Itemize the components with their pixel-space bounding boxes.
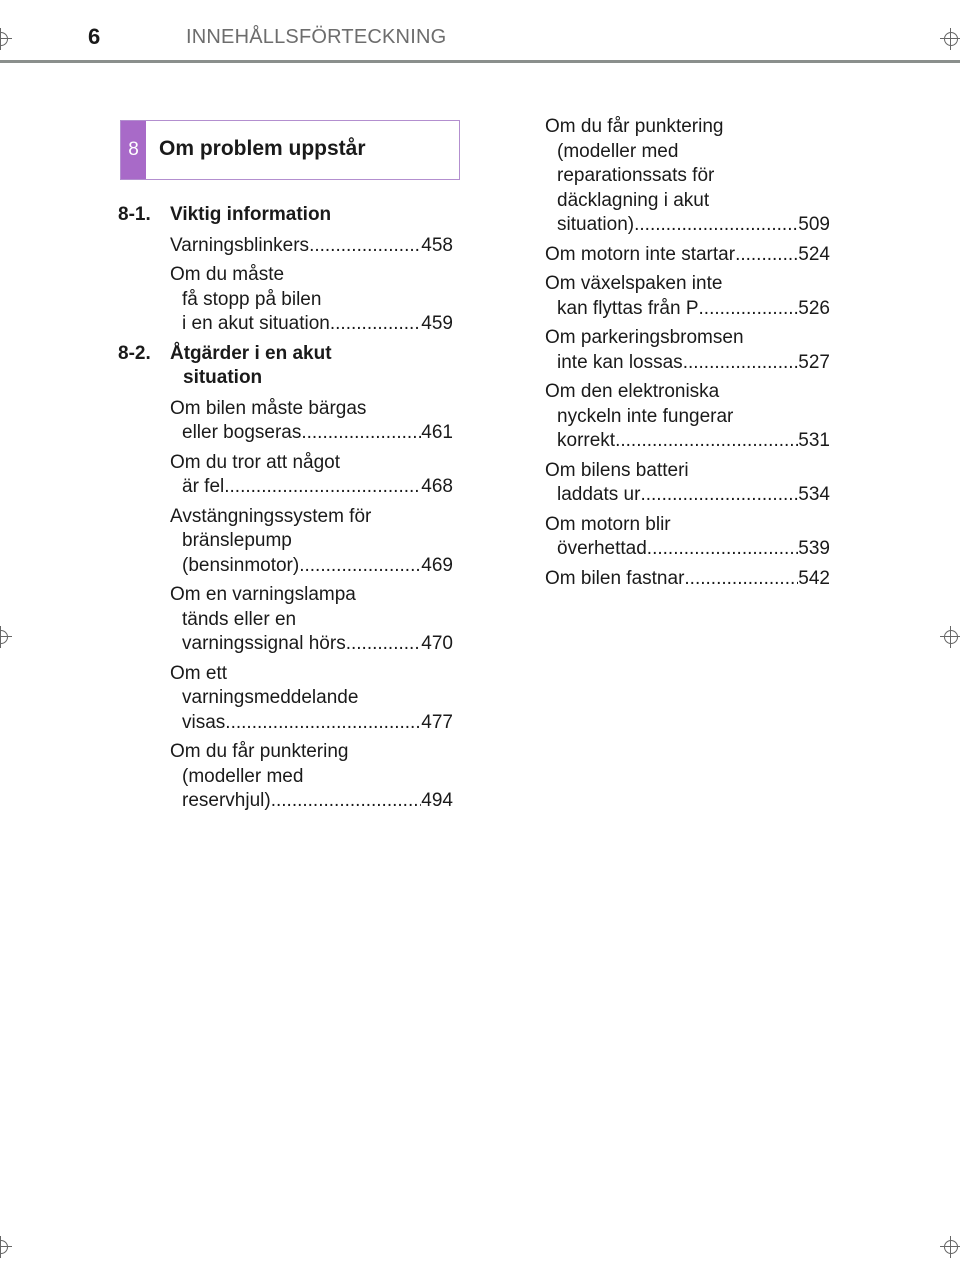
toc-entry[interactable] — [170, 505, 453, 579]
toc-entry-line: tänds eller en — [182, 608, 297, 630]
toc-entry-label: Om bilen fastnar — [545, 567, 685, 589]
toc-entry-page: 461 — [421, 422, 453, 443]
toc-entry-line: varningsmeddelande — [182, 687, 359, 708]
toc-entry-last-line — [545, 351, 830, 376]
toc-entry-page: 531 — [798, 430, 830, 451]
toc-entry-label: kan flyttas från P — [557, 297, 699, 319]
toc-entry-line: få stopp på bilen — [182, 288, 322, 310]
dot-leader — [301, 421, 421, 446]
dot-leader — [735, 243, 798, 268]
toc-entry-line: (modeller med — [557, 140, 679, 162]
toc-entry-page: 494 — [421, 790, 453, 811]
toc-entry-last-line — [170, 312, 453, 337]
toc-entry-label: eller bogseras — [182, 422, 302, 443]
toc-entry-line: reparationssats för — [557, 165, 715, 186]
dot-leader — [647, 537, 799, 562]
toc-entry-line: däcklagning i akut — [557, 189, 710, 211]
toc-entry-page: 468 — [421, 476, 453, 497]
toc-subsection-heading — [118, 342, 453, 391]
toc-entry-last-line — [545, 537, 830, 562]
toc-entry-page: 477 — [421, 711, 453, 733]
toc-entry-page: 526 — [798, 297, 830, 319]
toc-entry-label: reservhjul) — [182, 790, 271, 811]
toc-entry-last-line — [545, 213, 830, 238]
dot-leader — [330, 312, 421, 337]
toc-entry-line: Om bilen måste bärgas — [170, 397, 367, 419]
toc-entry-list — [118, 397, 453, 814]
toc-entry-line: Om du får punktering — [170, 741, 349, 762]
header-rule — [0, 60, 960, 63]
dot-leader — [699, 297, 799, 322]
toc-entry-label: inte kan lossas — [557, 351, 683, 373]
toc-entry-line: (modeller med — [182, 765, 304, 787]
toc-entry-last-line — [545, 483, 830, 508]
toc-entry[interactable] — [545, 115, 830, 238]
toc-entry-line: Om parkeringsbromsen — [545, 327, 744, 348]
subsection-title: Viktig information — [170, 204, 332, 225]
crop-mark-icon — [0, 28, 12, 50]
toc-entry-line: Avstängningssystem för — [170, 505, 372, 527]
toc-entry[interactable] — [545, 380, 830, 454]
crop-mark-icon — [940, 28, 960, 50]
section-header — [120, 120, 460, 180]
dot-leader — [224, 475, 421, 500]
toc-entry-line: bränslepump — [182, 530, 292, 551]
toc-entry[interactable] — [170, 263, 453, 337]
toc-entry-label: överhettad — [557, 538, 647, 559]
toc-left-column — [118, 203, 453, 819]
toc-entry-label: situation) — [557, 214, 635, 235]
toc-entry-page: 509 — [798, 214, 830, 235]
toc-entry-last-line — [170, 711, 453, 736]
toc-entry-last-line — [545, 429, 830, 454]
toc-entry-last-line — [545, 243, 830, 268]
section-number: 8 — [121, 121, 146, 179]
toc-entry-page: 524 — [798, 243, 830, 265]
toc-entry[interactable] — [170, 583, 453, 657]
dot-leader — [683, 351, 799, 376]
toc-entry-line: Om du får punktering — [545, 116, 724, 137]
subsection-title-continued: situation — [183, 367, 263, 388]
toc-entry-line: Om en varningslampa — [170, 584, 356, 605]
toc-entry-last-line — [170, 632, 453, 657]
toc-entry-last-line — [170, 475, 453, 500]
toc-entry-page: 459 — [421, 313, 453, 334]
toc-entry[interactable] — [170, 662, 453, 736]
toc-entry-label: (bensinmotor) — [182, 554, 300, 576]
dot-leader — [634, 213, 798, 238]
toc-right-column — [545, 115, 830, 596]
dot-leader — [299, 554, 421, 579]
toc-entry-last-line — [170, 789, 453, 814]
toc-entry[interactable] — [545, 459, 830, 508]
subsection-title: Åtgärder i en akut — [170, 342, 332, 364]
toc-entry-label: varningssignal hörs — [182, 633, 346, 654]
toc-entry-label: Om motorn inte startar — [545, 243, 736, 265]
toc-entry-line: Om du måste — [170, 264, 285, 285]
dot-leader — [684, 567, 798, 592]
toc-entry-page: 470 — [421, 633, 453, 654]
toc-entry-label: är fel — [182, 476, 225, 497]
toc-entry-label: korrekt — [557, 430, 616, 451]
toc-entry[interactable] — [170, 397, 453, 446]
toc-entry-label: visas — [182, 711, 226, 733]
toc-entry-page: 458 — [421, 234, 453, 256]
page-header-title: INNEHÅLLSFÖRTECKNING — [186, 26, 447, 48]
toc-subsection-heading — [118, 203, 453, 228]
crop-mark-icon — [0, 1236, 12, 1258]
toc-entry[interactable] — [545, 513, 830, 562]
toc-entry[interactable] — [170, 451, 453, 500]
toc-entry-line: Om ett — [170, 662, 228, 684]
toc-entry-label: laddats ur — [557, 484, 641, 505]
crop-mark-icon — [940, 1236, 960, 1258]
toc-entry-last-line — [170, 421, 453, 446]
toc-entry-line: nyckeln inte fungerar — [557, 405, 734, 427]
toc-entry-last-line — [170, 234, 453, 259]
toc-entry-page: 539 — [798, 538, 830, 559]
crop-mark-icon — [940, 626, 960, 648]
toc-entry-line: Om den elektroniska — [545, 381, 720, 402]
toc-entry[interactable] — [545, 326, 830, 375]
toc-entry-label: Varningsblinkers — [170, 234, 310, 256]
toc-entry-page: 527 — [798, 351, 830, 373]
toc-entry-line: Om du tror att något — [170, 451, 341, 473]
dot-leader — [309, 234, 421, 259]
dot-leader — [615, 429, 798, 454]
page-number: 6 — [88, 24, 101, 49]
dot-leader — [640, 483, 798, 508]
subsection-number: 8-2. — [118, 342, 151, 364]
toc-entry[interactable] — [545, 272, 830, 321]
toc-entry-line: Om bilens batteri — [545, 459, 689, 481]
toc-entry[interactable] — [545, 567, 830, 592]
subsection-number: 8-1. — [118, 204, 151, 225]
section-title: Om problem uppstår — [159, 137, 366, 160]
toc-entry-label: i en akut situation — [182, 313, 330, 334]
dot-leader — [271, 789, 422, 814]
toc-entry-page: 542 — [798, 567, 830, 589]
toc-entry-line: Om växelspaken inte — [545, 273, 723, 294]
toc-entry-last-line — [170, 554, 453, 579]
dot-leader — [225, 711, 421, 736]
dot-leader — [346, 632, 422, 657]
crop-mark-icon — [0, 626, 12, 648]
toc-entry[interactable] — [170, 234, 453, 259]
toc-entry-page: 469 — [421, 554, 453, 576]
toc-entry-list — [118, 234, 453, 337]
toc-entry-page: 534 — [798, 484, 830, 505]
toc-entry-last-line — [545, 297, 830, 322]
toc-entry[interactable] — [545, 243, 830, 268]
toc-entry-last-line — [545, 567, 830, 592]
toc-entry-line: Om motorn blir — [545, 513, 671, 535]
toc-entry[interactable] — [170, 740, 453, 814]
